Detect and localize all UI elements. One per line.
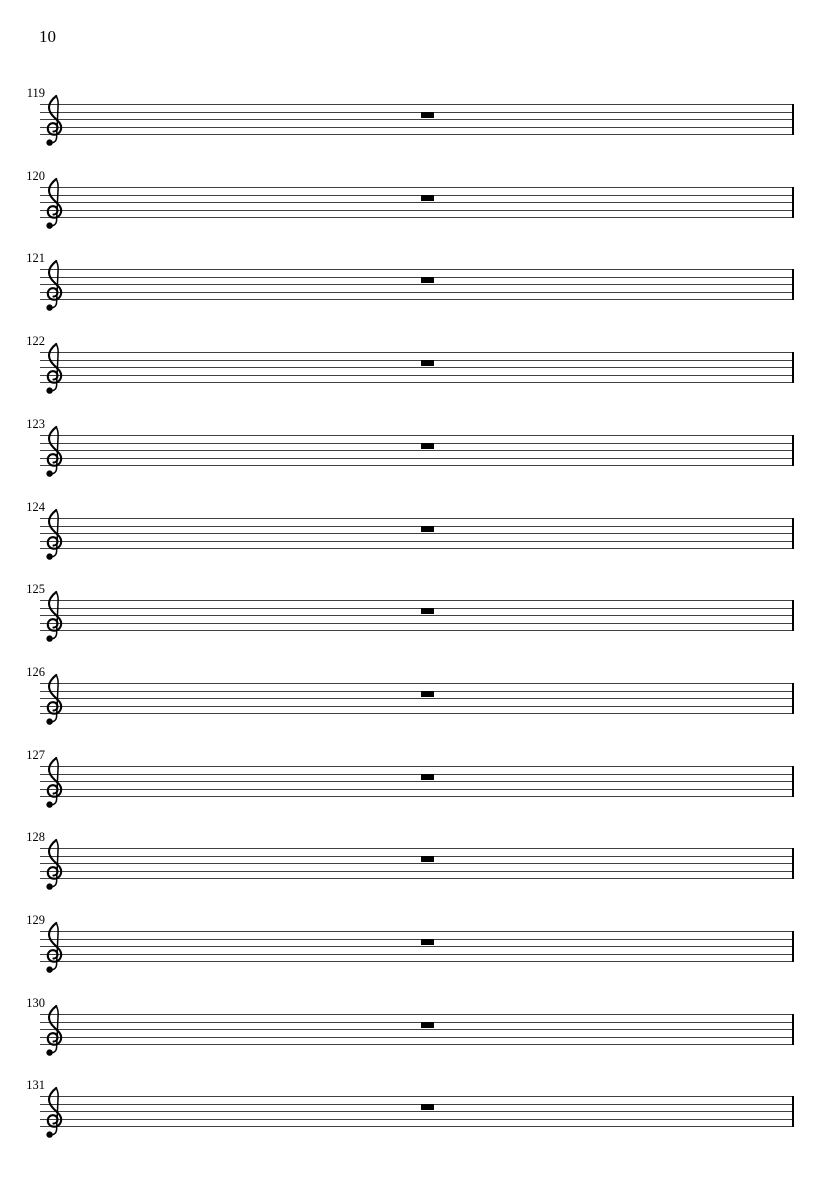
- staff-line: [40, 518, 794, 519]
- final-barline: [792, 352, 794, 383]
- staff-line: [40, 946, 794, 947]
- final-barline: [792, 766, 794, 797]
- staff-line: [40, 458, 794, 459]
- final-barline: [792, 104, 794, 135]
- staff-line: [40, 352, 794, 353]
- treble-clef-icon: [44, 425, 66, 481]
- staff-line: [40, 848, 794, 849]
- staff-line: [40, 1119, 794, 1120]
- staff-line: [40, 284, 794, 285]
- staff-line: [40, 112, 794, 113]
- final-barline: [792, 435, 794, 466]
- treble-clef-icon: [44, 94, 66, 150]
- staff-line: [40, 1104, 794, 1105]
- staff-line: [40, 683, 794, 684]
- staff-line: [40, 202, 794, 203]
- staff-line: [40, 443, 794, 444]
- staff-line: [40, 856, 794, 857]
- staff-lines: [40, 269, 794, 300]
- final-barline: [792, 1096, 794, 1127]
- final-barline: [792, 269, 794, 300]
- treble-clef-icon: [44, 756, 66, 812]
- staff-line: [40, 1111, 794, 1112]
- staff-line: [40, 698, 794, 699]
- staff-line: [40, 292, 794, 293]
- staff-line: [40, 195, 794, 196]
- treble-clef-icon: [44, 1086, 66, 1142]
- staff-line: [40, 360, 794, 361]
- staff-line: [40, 1096, 794, 1097]
- treble-clef-icon: [44, 838, 66, 894]
- staff-lines: [40, 104, 794, 135]
- final-barline: [792, 848, 794, 879]
- whole-rest-icon: [421, 856, 434, 862]
- staff-line: [40, 871, 794, 872]
- whole-rest-icon: [421, 691, 434, 697]
- staff-line: [40, 1014, 794, 1015]
- whole-rest-icon: [421, 112, 434, 118]
- measure-number: 122: [26, 334, 45, 348]
- staff-line: [40, 878, 794, 879]
- measure-number: 124: [26, 500, 45, 514]
- staff-line: [40, 954, 794, 955]
- treble-clef-icon: [44, 342, 66, 398]
- staff-lines: [40, 352, 794, 383]
- staff-line: [40, 630, 794, 631]
- staff-lines: [40, 187, 794, 218]
- whole-rest-icon: [421, 195, 434, 201]
- staff-line: [40, 134, 794, 135]
- staff-line: [40, 465, 794, 466]
- measure-number: 120: [26, 169, 45, 183]
- treble-clef-icon: [44, 673, 66, 729]
- staff-line: [40, 127, 794, 128]
- page-number: 10: [39, 27, 56, 46]
- treble-clef-icon: [44, 259, 66, 315]
- staff-line: [40, 1037, 794, 1038]
- final-barline: [792, 1014, 794, 1045]
- staff-line: [40, 1044, 794, 1045]
- staff-line: [40, 375, 794, 376]
- treble-clef-icon: [44, 508, 66, 564]
- whole-rest-icon: [421, 774, 434, 780]
- whole-rest-icon: [421, 1022, 434, 1028]
- staff-line: [40, 1022, 794, 1023]
- staff-line: [40, 119, 794, 120]
- final-barline: [792, 683, 794, 714]
- staff-lines: [40, 435, 794, 466]
- staff-line: [40, 600, 794, 601]
- staff-lines: [40, 600, 794, 631]
- staff-line: [40, 299, 794, 300]
- measure-number: 121: [26, 251, 45, 265]
- whole-rest-icon: [421, 608, 434, 614]
- whole-rest-icon: [421, 1104, 434, 1110]
- staff-line: [40, 104, 794, 105]
- staff-line: [40, 533, 794, 534]
- treble-clef-icon: [44, 590, 66, 646]
- staff-line: [40, 1029, 794, 1030]
- measure-number: 126: [26, 665, 45, 679]
- staff-line: [40, 766, 794, 767]
- staff-line: [40, 1126, 794, 1127]
- staff-line: [40, 526, 794, 527]
- staff-lines: [40, 848, 794, 879]
- staff-line: [40, 210, 794, 211]
- measure-number: 123: [26, 417, 45, 431]
- staff-line: [40, 863, 794, 864]
- staff-lines: [40, 766, 794, 797]
- whole-rest-icon: [421, 277, 434, 283]
- measure-number: 127: [26, 748, 45, 762]
- staff-line: [40, 713, 794, 714]
- staff-line: [40, 961, 794, 962]
- staff-line: [40, 615, 794, 616]
- measure-number: 119: [26, 86, 45, 100]
- staff-line: [40, 774, 794, 775]
- final-barline: [792, 187, 794, 218]
- treble-clef-icon: [44, 177, 66, 233]
- whole-rest-icon: [421, 939, 434, 945]
- staff-line: [40, 187, 794, 188]
- measure-number: 128: [26, 830, 45, 844]
- final-barline: [792, 600, 794, 631]
- staff-lines: [40, 518, 794, 549]
- final-barline: [792, 518, 794, 549]
- staff-line: [40, 541, 794, 542]
- whole-rest-icon: [421, 360, 434, 366]
- treble-clef-icon: [44, 921, 66, 977]
- whole-rest-icon: [421, 443, 434, 449]
- staff-line: [40, 277, 794, 278]
- staff-lines: [40, 683, 794, 714]
- staff-line: [40, 217, 794, 218]
- measure-number: 129: [26, 913, 45, 927]
- staff-line: [40, 691, 794, 692]
- staff-line: [40, 781, 794, 782]
- staff-line: [40, 548, 794, 549]
- treble-clef-icon: [44, 1004, 66, 1060]
- staff-lines: [40, 1096, 794, 1127]
- whole-rest-icon: [421, 526, 434, 532]
- staff-line: [40, 789, 794, 790]
- staff-line: [40, 796, 794, 797]
- staff-line: [40, 450, 794, 451]
- staff-line: [40, 939, 794, 940]
- final-barline: [792, 931, 794, 962]
- measure-number: 125: [26, 582, 45, 596]
- staff-line: [40, 706, 794, 707]
- staff-line: [40, 269, 794, 270]
- staff-lines: [40, 931, 794, 962]
- measure-number: 131: [26, 1078, 45, 1092]
- staff-line: [40, 382, 794, 383]
- staff-line: [40, 623, 794, 624]
- measure-number: 130: [26, 996, 45, 1010]
- staff-line: [40, 608, 794, 609]
- staff-line: [40, 931, 794, 932]
- staff-lines: [40, 1014, 794, 1045]
- staff-line: [40, 435, 794, 436]
- staff-line: [40, 367, 794, 368]
